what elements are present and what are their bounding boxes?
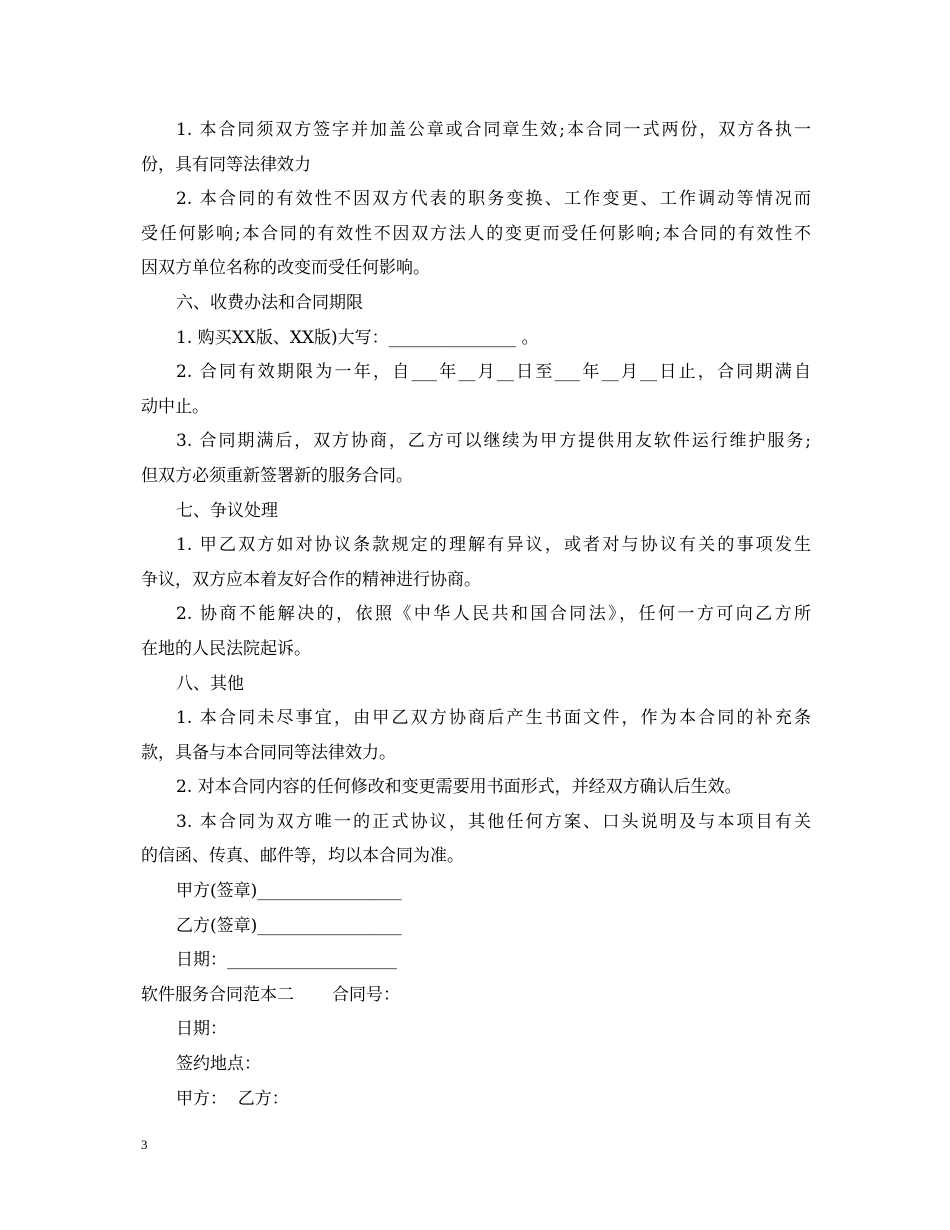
clause-line: 1. 本合同未尽事宜，由甲乙双方协商后产生书面文件，作为本合同的补充条: [176, 708, 811, 729]
clause-line: 但双方必须重新签署新的服务合同。: [141, 465, 413, 486]
clause-line: 在地的人民法院起诉。: [141, 638, 311, 659]
clause-line: 份，具有同等法律效力: [141, 154, 311, 175]
clause-line: 动中止。: [141, 396, 209, 417]
clause-line: 1. 本合同须双方签字并加盖公章或合同章生效;本合同一式两份，双方各执一: [176, 120, 811, 140]
section-heading: 八、其他: [176, 673, 244, 694]
clause-line: 受任何影响;本合同的有效性不因双方法人的变更而受任何影响;本合同的有效性不: [141, 223, 811, 244]
clause-line: 3. 合同期满后，双方协商，乙方可以继续为甲方提供用友软件运行维护服务;: [176, 431, 811, 452]
signing-location-label: 签约地点：: [176, 1054, 261, 1075]
clause-line: 1. 甲乙双方如对协议条款规定的理解有异议，或者对与协议有关的事项发生: [176, 535, 811, 556]
contract-title: 软件服务合同范本二: [141, 984, 294, 1005]
contract-date-label: 日期：: [176, 1019, 227, 1040]
section-heading: 六、收费办法和合同期限: [176, 292, 363, 313]
clause-line: 争议，双方应本着友好合作的精神进行协商。: [141, 569, 481, 590]
clause-line: 2. 合同有效期限为一年，自___年__月__日至___年__月__日止，合同期满自: [176, 362, 811, 383]
clause-line: 2. 对本合同内容的任何修改和变更需要用书面形式，并经双方确认后生效。: [176, 777, 742, 798]
party-b-signature-line: 乙方(签章)_________________: [176, 915, 402, 936]
parties-line: 甲方： 乙方：: [176, 1088, 289, 1109]
clause-line: 2. 协商不能解决的，依照《中华人民共和国合同法》，任何一方可向乙方所: [176, 604, 811, 625]
contract-number-label: 合同号：: [332, 984, 400, 1005]
clause-line: 1. 购买XX版、XX版)大写：_______________ 。: [176, 327, 539, 348]
clause-line: 款，具备与本合同同等法律效力。: [141, 742, 396, 763]
section-heading: 七、争议处理: [176, 500, 278, 521]
clause-line: 的信函、传真、邮件等，均以本合同为准。: [141, 846, 464, 867]
party-a-signature-line: 甲方(签章)_________________: [176, 881, 402, 902]
page-number: 3: [141, 1137, 148, 1152]
clause-line: 3. 本合同为双方唯一的正式协议，其他任何方案、口头说明及与本项目有关: [176, 811, 811, 832]
contract-title-line: [141, 978, 811, 1013]
document-body: [141, 113, 811, 1116]
clause-line: 2. 本合同的有效性不因双方代表的职务变换、工作变更、工作调动等情况而: [176, 189, 811, 210]
clause-line: 因双方单位名称的改变而受任何影响。: [141, 258, 430, 279]
signature-date-line: 日期：____________________: [176, 950, 397, 971]
